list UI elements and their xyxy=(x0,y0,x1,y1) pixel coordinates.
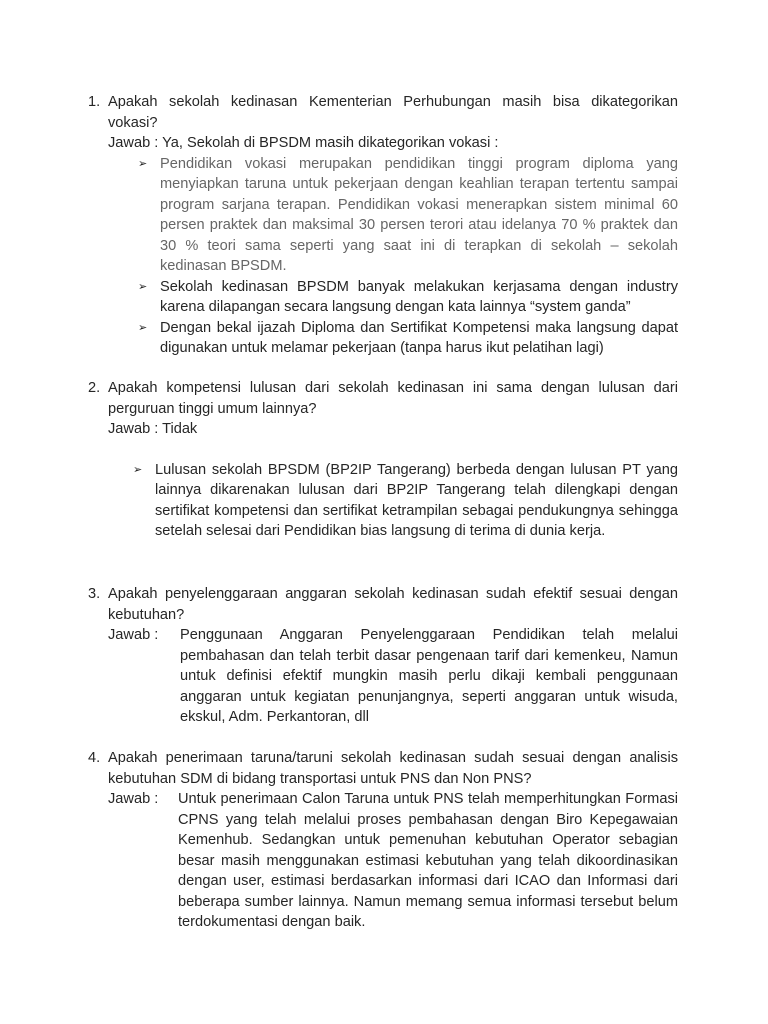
question-4-header xyxy=(88,748,678,789)
answer-2 xyxy=(108,419,678,542)
answer-label: Jawab : xyxy=(108,627,159,643)
bullet-text: Sekolah kedinasan BPSDM banyak melakukan kerjasama dengan industry karena dilapangan secara langsung dengan kata lainnya “system ganda” xyxy=(160,278,678,315)
bullet-text: Dengan bekal ijazah Diploma dan Sertifikat Kompetensi maka langsung dapat digunakan untuk melamar pekerjaan (tanpa harus ikut pelatihan lagi) xyxy=(160,319,678,356)
question-text: Apakah kompetensi lulusan dari sekolah kedinasan ini sama dengan lulusan dari perguruan tinggi umum lainnya? xyxy=(108,380,678,417)
answer-text: Untuk penerimaan Calon Taruna untuk PNS telah memperhitungkan Formasi CPNS yang telah melalui proses pembahasan dengan Biro Kepegawaian Kemenhub. Sedangkan untuk pemenuhan kebutuhan Operator sebagian besar masih menggunakan estimasi kebutuhan yang telah dikoordinasikan dengan user, estimasi berdasarkan informasi dari ICAO dan Informasi dari beberapa sumber lainnya. Namun memang semua informasi tersebut belum terdokumentasi dengan baik. xyxy=(178,791,678,930)
arrow-bullet-icon: ➢ xyxy=(138,157,148,170)
bullet-list xyxy=(138,154,678,359)
bullet-list xyxy=(133,460,678,542)
question-3 xyxy=(88,584,678,728)
question-text: Apakah sekolah kedinasan Kementerian Perhubungan masih bisa dikategorikan vokasi? xyxy=(108,94,678,131)
arrow-bullet-icon: ➢ xyxy=(138,280,148,293)
arrow-bullet-icon: ➢ xyxy=(138,321,148,334)
question-3-header xyxy=(88,584,678,625)
list-item xyxy=(138,318,678,359)
answer-4 xyxy=(108,789,678,933)
answer-line: Jawab : Tidak xyxy=(108,421,198,437)
bullet-text: Pendidikan vokasi merupakan pendidikan tinggi program diploma yang menyiapkan taruna untuk pekerjaan dengan keahlian terapan tertentu sampai program sarjana terapan. Pendidikan vokasi menerapkan sistem minimal 60 persen praktek dan maksimal 30 persen terori atau idelanya 70 % praktek dan 30 % teori sama seperti yang saat ini di terapkan di sekolah – sekolah kedinasan BPSDM. xyxy=(160,155,678,274)
question-number: 3. xyxy=(88,586,101,602)
question-number: 1. xyxy=(88,94,101,110)
list-item xyxy=(133,460,678,542)
answer-text: Penggunaan Anggaran Penyelenggaraan Pendidikan telah melalui pembahasan dan telah terbit dasar pengenaan tarif dari kemenkeu, Namun untuk definisi efektif mungkin masih perlu dikaji kembali penggunaan anggaran untuk kegiatan penunjangnya, seperti anggaran untuk wisuda, ekskul, Adm. Perkantoran, dll xyxy=(180,627,678,725)
question-2 xyxy=(88,378,678,542)
answer-text: Ya, Sekolah di BPSDM masih dikategorikan vokasi : xyxy=(158,135,499,151)
question-number: 4. xyxy=(88,750,101,766)
question-text: Apakah penyelenggaraan anggaran sekolah kedinasan sudah efektif sesuai dengan kebutuhan? xyxy=(108,586,678,623)
question-1-header xyxy=(88,92,678,133)
question-number: 2. xyxy=(88,380,101,396)
question-1 xyxy=(88,92,678,359)
answer-line xyxy=(108,133,678,154)
question-2-header xyxy=(88,378,678,419)
bullet-text: Lulusan sekolah BPSDM (BP2IP Tangerang) berbeda dengan lulusan PT yang lainnya dikarenakan lulusan dari BP2IP Tangerang telah dilengkapi dengan sertifikat kompetensi dan sertifikat ketrampilan sebagai pendukungnya sehingga setelah selesai dari Pendidikan bias langsung di terima di dunia kerja. xyxy=(155,461,678,539)
list-item xyxy=(138,277,678,318)
answer-1 xyxy=(108,133,678,359)
arrow-bullet-icon: ➢ xyxy=(133,463,143,476)
question-text: Apakah penerimaan taruna/taruni sekolah kedinasan sudah sesuai dengan analisis kebutuhan SDM di bidang transportasi untuk PNS dan Non PNS? xyxy=(108,750,678,787)
question-4 xyxy=(88,748,678,933)
answer-3 xyxy=(108,625,678,728)
list-item xyxy=(138,154,678,277)
answer-label: Jawab : xyxy=(108,135,159,151)
answer-label: Jawab : xyxy=(108,791,159,807)
